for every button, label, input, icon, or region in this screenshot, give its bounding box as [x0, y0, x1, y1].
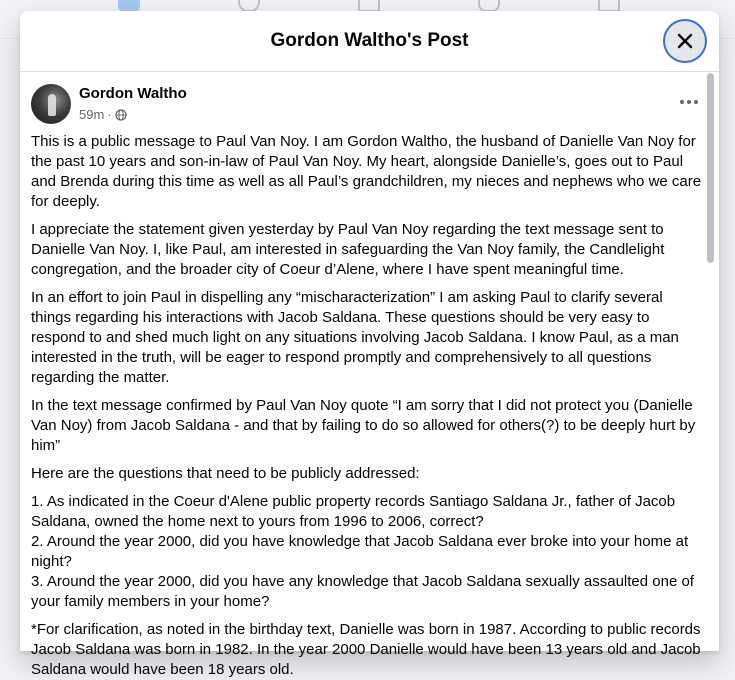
globe-icon [115, 109, 127, 121]
question-item: 3. Around the year 2000, did you have any knowledge that Jacob Saldana sexually assaulted one of your family members in your home? [31, 573, 694, 610]
post-paragraph: In the text message confirmed by Paul Van Noy quote “I am sorry that I did not protect you (Danielle Van Noy) from Jacob Saldana - and that by failing to do so allowed for others(?) to be deeply hurt by him” [31, 397, 696, 454]
post-modal [20, 11, 719, 678]
post-paragraph: This is a public message to Paul Van Noy. I am Gordon Waltho, the husband of Danielle Van Noy for the past 10 years and son-in-law of Paul Van Noy. My heart, alongside Danielle’s, goes out to Paul and Brenda during this time as well as all Paul’s grandchildren, my nieces and nephews who we care for deeply. [31, 133, 702, 210]
question-item: 2. Around the year 2000, did you have knowledge that Jacob Saldana ever broke into your home at night? [31, 533, 689, 570]
post-meta [79, 107, 127, 122]
meta-separator: · [107, 107, 112, 122]
more-options-button[interactable] [673, 92, 705, 112]
modal-header [20, 11, 719, 72]
close-icon [675, 31, 695, 51]
post-scroll-area[interactable] [20, 72, 719, 678]
author-name[interactable]: Gordon Waltho [79, 85, 187, 102]
post-header [20, 72, 719, 130]
question-list [31, 492, 705, 612]
question-item: 1. As indicated in the Coeur d'Alene public property records Santiago Saldana Jr., father of Jacob Saldana, owned the home next to yours from 1996 to 2006, correct? [31, 493, 676, 530]
post-body [20, 130, 719, 680]
modal-title: Gordon Waltho's Post [270, 30, 469, 51]
post-paragraph: Here are the questions that need to be publicly addressed: [31, 465, 420, 482]
post-paragraph: I appreciate the statement given yesterday by Paul Van Noy regarding the text message sent to Danielle Van Noy. I, like Paul, am interested in safeguarding the Van Noy family, the Candlelight congregation, and the broader city of Coeur d’Alene, where I have spent meaningful time. [31, 221, 665, 278]
close-button[interactable] [665, 21, 705, 61]
avatar[interactable] [31, 84, 71, 124]
more-options-icon [680, 100, 684, 104]
post-time[interactable]: 59m [79, 107, 105, 122]
post-paragraph: In an effort to join Paul in dispelling any “mischaracterization” I am asking Paul to clarify several things regarding his interactions with Jacob Saldana. These questions should be very easy to respond to and shed much light on any situations involving Jacob Saldana. I know Paul, as a man interested in the truth, will be eager to respond promptly and comprehensively to all questions regarding the matter. [31, 289, 679, 386]
post-footnote: *For clarification, as noted in the birthday text, Danielle was born in 1987. According to public records Jacob Saldana was born in 1982. In the year 2000 Danielle would have been 13 years old and Jacob Saldana would have been 18 years old. [31, 621, 701, 678]
